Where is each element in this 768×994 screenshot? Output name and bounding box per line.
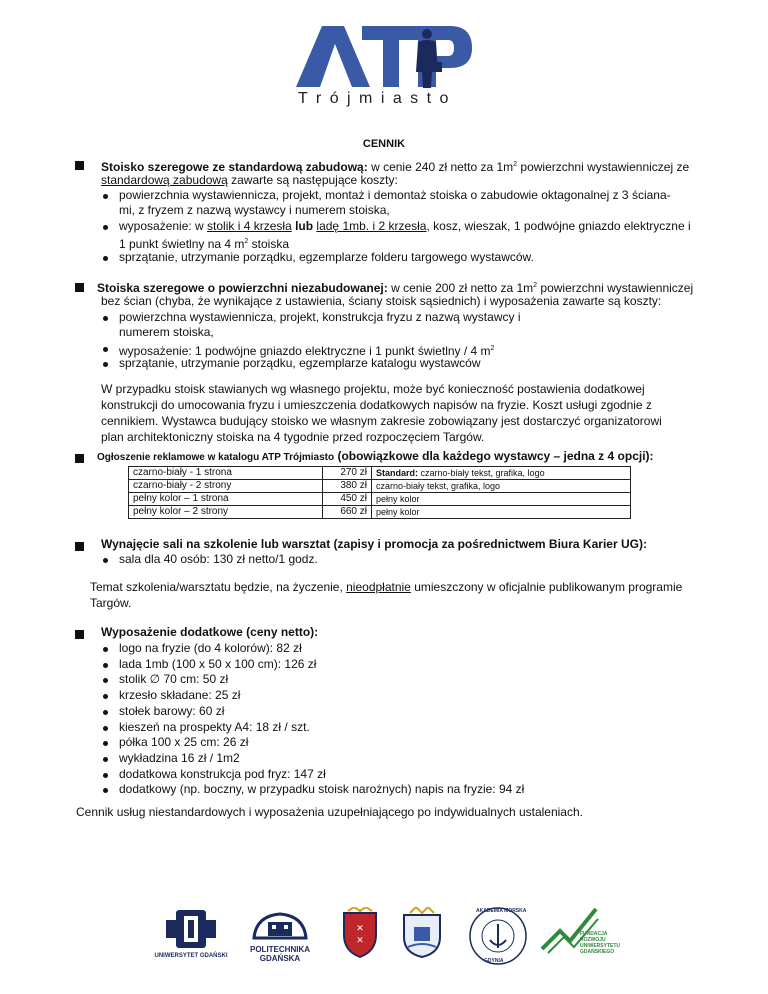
s4-bullet1: sala dla 40 osób: 130 zł netto/1 godz. xyxy=(119,552,318,566)
ad-table-row xyxy=(129,480,631,493)
s1-b2-u2: ladę 1mb. i 2 krzesła xyxy=(316,219,427,233)
s4-heading-text: Wynajęcie sali na szkolenie lub warsztat (zapisy i promocja za pośrednictwem Biura Karier UG): xyxy=(101,537,647,551)
equipment-item: krzesło składane: 25 zł xyxy=(119,688,241,703)
s1-b2-text: wyposażenie: w xyxy=(119,219,208,233)
s1-underlined: standardową zabudową xyxy=(101,173,228,187)
equipment-item: kieszeń na prospekty A4: 18 zł / szt. xyxy=(119,719,310,734)
pg-logo xyxy=(240,910,320,970)
s4-para-line2: Targów. xyxy=(90,596,132,610)
s4-p1a: Temat szkolenia/warsztatu będzie, na życzenie, xyxy=(90,580,347,594)
equipment-item: logo na fryzie (do 4 kolorów): 82 zł xyxy=(119,641,302,655)
bullet-dot xyxy=(103,647,108,652)
bullet-dot xyxy=(103,710,108,715)
ad-table-row xyxy=(129,467,631,480)
gdansk-crest-logo xyxy=(340,907,380,959)
s1-text2: powierzchni wystawienniczej ze xyxy=(517,160,690,174)
s3-heading2: (obowiązkowe dla każdego wystawcy – jedna z 4 opcji): xyxy=(334,449,654,463)
section-bullet xyxy=(75,542,84,551)
ad-option-price: 270 zł xyxy=(323,467,372,480)
s2-paragraph xyxy=(101,381,693,445)
ad-option-desc xyxy=(372,467,631,480)
section-bullet xyxy=(75,161,84,170)
s5-heading-text: Wyposażenie dodatkowe (ceny netto): xyxy=(101,625,319,639)
bullet-dot xyxy=(103,788,108,793)
fundacja-label3: UNIWERSYTETU xyxy=(580,943,620,949)
s1-bullet2a xyxy=(119,219,691,234)
s2-para-line1: W przypadku stoisk stawianych wg własnego projektu, może być konieczność postawienia dodatkowej xyxy=(101,382,645,396)
pg-emblem-icon xyxy=(240,910,320,942)
s1-b2-bold: lub xyxy=(291,219,317,233)
s1-heading: Stoisko szeregowe ze standardową zabudową: xyxy=(101,160,368,174)
s1-bullet1b: mi, z fryzem z nazwą wystawcy i numerem stoiska, xyxy=(119,203,390,217)
atp-logo xyxy=(290,22,480,112)
s1-b2b-end: stoiska xyxy=(248,237,289,251)
ad-option-desc xyxy=(372,493,631,506)
s1-b2-text2: , kosz, wieszak, 1 podwójne gniazdo elektryczne i xyxy=(426,219,691,233)
ad-option-desc-text: pełny kolor xyxy=(376,494,420,504)
am-logo xyxy=(466,904,530,968)
ad-option-desc-text: czarno-biały tekst, grafika, logo xyxy=(418,468,545,478)
svg-text:✕: ✕ xyxy=(356,936,364,946)
ad-table-row xyxy=(129,506,631,519)
am-label2: GDYNIA xyxy=(484,958,504,964)
fundacja-text xyxy=(580,931,620,955)
bullet-dot xyxy=(103,726,108,731)
bullet-dot xyxy=(103,678,108,683)
page-title: CENNIK xyxy=(362,138,406,150)
ad-option-name: czarno-biały - 2 strony xyxy=(129,480,323,493)
s2-bullet3: sprzątanie, utrzymanie porządku, egzemplarze katalogu wystawców xyxy=(119,356,481,370)
ad-option-name: pełny kolor – 1 strona xyxy=(129,493,323,506)
ad-price-table xyxy=(128,466,631,519)
ad-option-desc-text: czarno-biały tekst, grafika, logo xyxy=(376,481,501,491)
s1-line2-text: zawarte są następujące koszty: xyxy=(227,173,398,187)
city-crest-logo xyxy=(400,907,444,959)
s2-para-line3: cennikiem. Wystawca budujący stoisko we własnym zakresie zobowiązany jest dostarczyć organizatorowi xyxy=(101,414,662,428)
bullet-dot xyxy=(103,194,108,199)
pg-label2: GDAŃSKA xyxy=(259,954,301,963)
bullet-dot xyxy=(103,773,108,778)
s2-bullet1b: numerem stoiska, xyxy=(119,325,214,339)
s1-line2 xyxy=(101,173,398,188)
ad-option-name: pełny kolor – 2 strony xyxy=(129,506,323,519)
bullet-dot xyxy=(103,558,108,563)
bullet-dot xyxy=(103,694,108,699)
bullet-dot xyxy=(103,256,108,261)
bullet-dot xyxy=(103,347,108,352)
s2-bullet1a: powierzchna wystawiennicza, projekt, konstrukcja fryzu z nazwą wystawcy i xyxy=(119,310,521,324)
ug-emblem-icon xyxy=(146,908,236,950)
s4-para-line1 xyxy=(90,580,682,595)
equipment-item: wykładzina 16 zł / 1m2 xyxy=(119,750,240,765)
s2-para-line2: konstrukcji do umocowania fryzu i umieszczenia dodatkowych napisów na fryzie. Koszt usługi zgodnie z xyxy=(101,398,652,412)
section-bullet xyxy=(75,454,84,463)
pg-label1: POLITECHNIKA xyxy=(250,945,310,954)
equipment-item: półka 100 x 25 cm: 26 zł xyxy=(119,735,249,750)
fundacja-logo xyxy=(540,905,630,965)
city-crest-icon xyxy=(400,907,444,959)
s2-sup: 2 xyxy=(533,282,538,289)
ad-option-desc-bold: Standard: xyxy=(376,468,419,478)
s4-p1-underlined: nieodpłatnie xyxy=(346,580,411,594)
s2-text: w cenie 200 zł netto za 1m xyxy=(387,281,534,295)
s1-bullet1a: powierzchnia wystawiennicza, projekt, montaż i demontaż stoiska o zabudowie oktagonalnej z 3 ściana- xyxy=(119,188,671,202)
s2-text2: powierzchni wystawienniczej xyxy=(537,281,694,295)
s3-heading: Ogłoszenie reklamowe w katalogu ATP Trójmiasto xyxy=(97,452,335,463)
s5-heading xyxy=(101,625,318,640)
s1-b2-u1: stolik i 4 krzesła xyxy=(207,219,292,233)
closing-text: Cennik usług niestandardowych i wyposażenia uzupełniającego po indywidualnych ustaleniach. xyxy=(76,805,583,819)
logo-city: T r ó j m i a s t o xyxy=(298,90,451,107)
equipment-item: lada 1mb (100 x 50 x 100 cm): 126 zł xyxy=(119,656,317,671)
ug-label: UNIWERSYTET GDAŃSKI xyxy=(154,953,228,959)
s2-para-line4: plan architektoniczny stoiska na 4 tygodnie przed rozpoczęciem Targów. xyxy=(101,430,485,444)
ad-option-price: 380 zł xyxy=(323,480,372,493)
s2-b2-sup: 2 xyxy=(490,345,495,352)
bullet-dot xyxy=(103,362,108,367)
equipment-item: dodatkowa konstrukcja pod fryz: 147 zł xyxy=(119,766,326,781)
section-bullet xyxy=(75,630,84,639)
equipment-item: dodatkowy (np. boczny, w przypadku stoisk narożnych) napis na fryzie: 94 zł xyxy=(119,782,525,797)
s1-bullet3: sprzątanie, utrzymanie porządku, egzemplarze folderu targowego wystawców. xyxy=(119,250,534,264)
svg-text:✕: ✕ xyxy=(356,924,364,934)
ad-table-row xyxy=(129,493,631,506)
equipment-item: stołek barowy: 60 zł xyxy=(119,703,225,718)
am-label1: AKADEMIA MORSKA xyxy=(476,908,527,914)
fundacja-label1: FUNDACJA xyxy=(580,931,608,937)
s4-heading xyxy=(101,537,647,552)
bullet-dot xyxy=(103,663,108,668)
bullet-dot xyxy=(103,316,108,321)
s1-text: w cenie 240 zł netto za 1m xyxy=(367,160,514,174)
s2-line2: bez ścian (chyba, że wynikające z ustawienia, ściany stoisk sąsiednich) i wyposażenia zawarte są koszty: xyxy=(101,294,662,308)
ad-option-price: 660 zł xyxy=(323,506,372,519)
s2-b2-text: wyposażenie: 1 podwójne gniazdo elektryczne i 1 punkt świetlny / 4 m xyxy=(119,344,491,358)
bullet-dot xyxy=(103,225,108,230)
bullet-dot xyxy=(103,757,108,762)
s4-p1b: umieszczony w oficjalnie publikowanym programie xyxy=(410,580,683,594)
fundacja-label4: GDAŃSKIEGO xyxy=(580,949,615,955)
ad-option-desc-text: pełny kolor xyxy=(376,507,420,517)
equipment-item: stolik ∅ 70 cm: 50 zł xyxy=(119,672,229,687)
ug-logo xyxy=(146,908,236,968)
ad-option-desc xyxy=(372,506,631,519)
atp-logo-graphic xyxy=(290,22,480,92)
s3-line1 xyxy=(97,449,654,465)
ad-option-price: 450 zł xyxy=(323,493,372,506)
bullet-dot xyxy=(103,741,108,746)
gdansk-crest-icon xyxy=(340,907,380,959)
s2-heading: Stoiska szeregowe o powierzchni niezabudowanej: xyxy=(97,281,388,295)
fundacja-label2: ROZWOJU xyxy=(580,937,606,943)
s1-b2b-sup: 2 xyxy=(244,238,249,245)
s1-sup: 2 xyxy=(513,161,518,168)
ad-option-name: czarno-biały - 1 strona xyxy=(129,467,323,480)
s1-b2b-text: 1 punkt świetlny na 4 m xyxy=(119,237,245,251)
ad-option-desc xyxy=(372,480,631,493)
section-bullet xyxy=(75,283,84,292)
